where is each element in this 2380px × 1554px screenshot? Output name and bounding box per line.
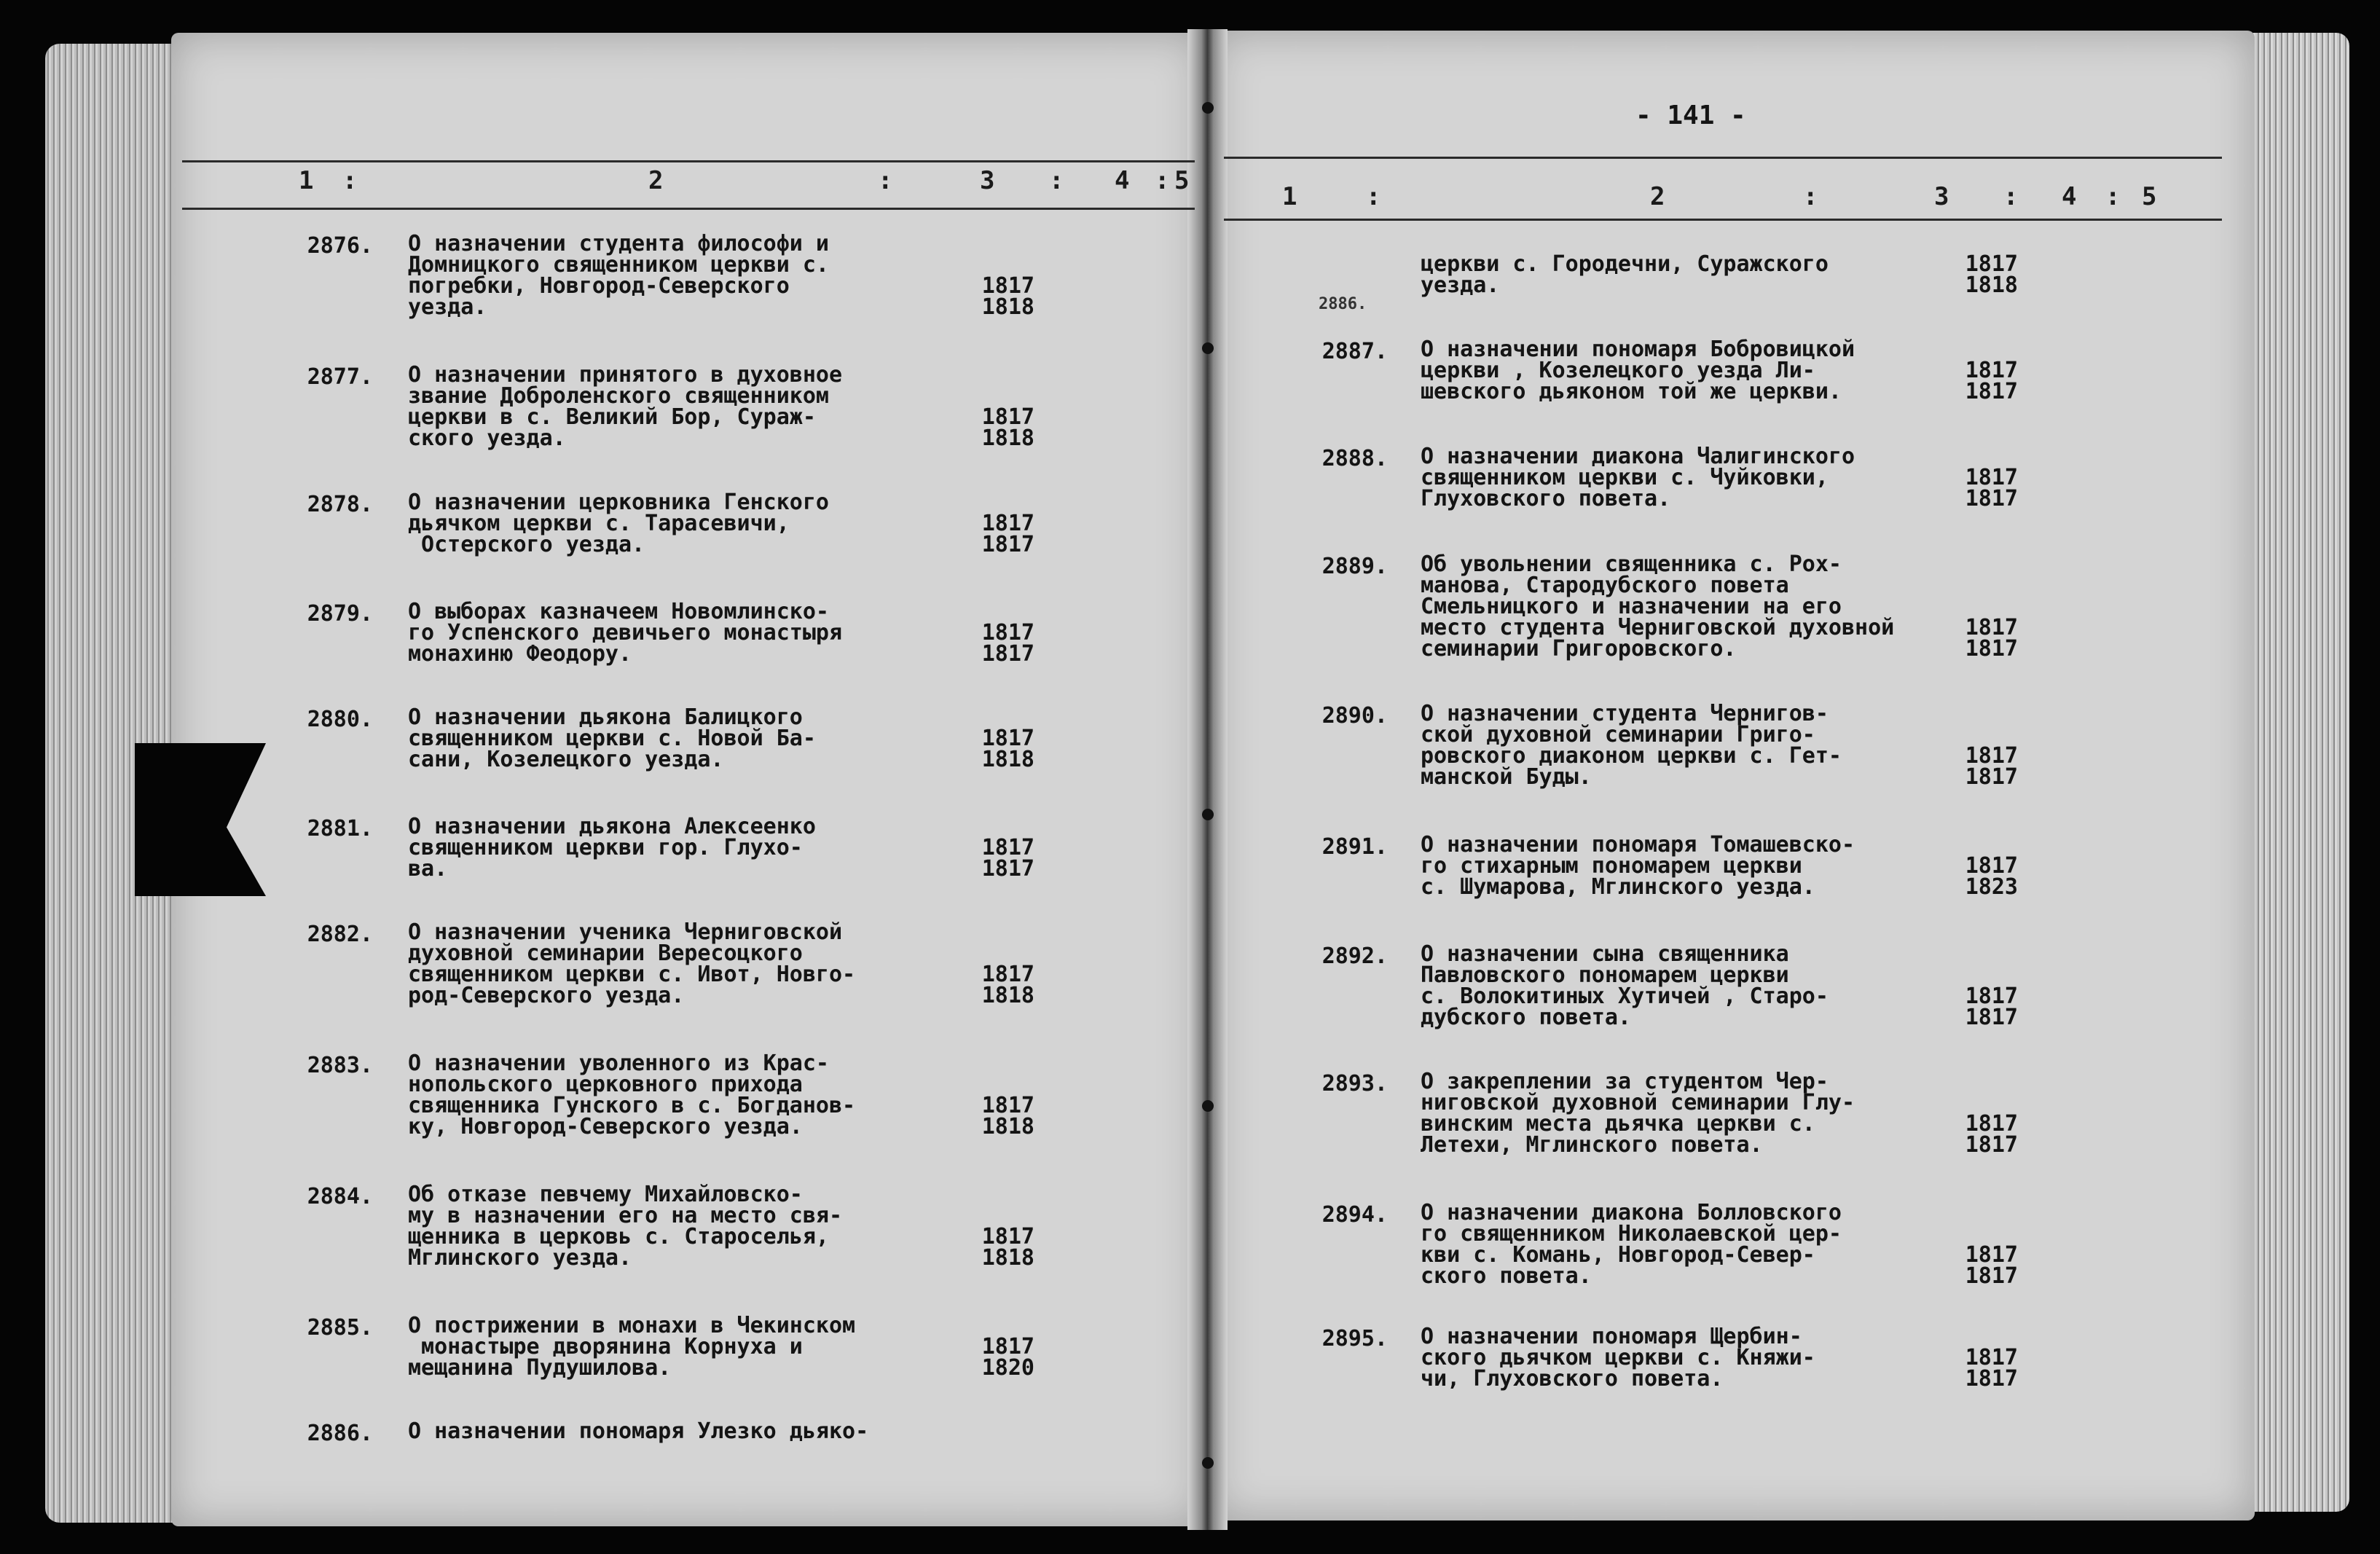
left-header-col-3: :	[878, 166, 893, 195]
left-header-rule-top	[182, 160, 1195, 162]
right-entry-number: 2892.	[1321, 943, 1388, 969]
right-header-col-6: 4	[2062, 182, 2077, 211]
right-entry-years: 1817 1817	[1965, 358, 2018, 404]
right-entry-text: церкви с. Городечни, Суражского уезда.	[1421, 251, 1829, 298]
right-entry-number: 2891.	[1321, 834, 1388, 860]
left-header-col-7: :	[1155, 166, 1170, 195]
left-entry-number: 2876.	[307, 233, 373, 259]
left-entry-number: 2886.	[307, 1421, 373, 1446]
right-entry-text: О назначении диакона Болловского го священником Николаевской цер- кви с. Комань, Новгород-Север- ского повета.	[1421, 1200, 1842, 1289]
left-entry-number: 2885.	[307, 1315, 373, 1341]
binding-stitch	[1202, 809, 1214, 820]
left-header-col-1: :	[342, 166, 358, 195]
left-entry-text: О назначении церковника Генского дьячком церкви с. Тарасевичи, Остерского уезда.	[408, 490, 829, 557]
left-entry-text: О назначении студента философи и Домницкого священником церкви с. погребки, Новгород-Северского уезда.	[408, 231, 829, 320]
left-entry-years: 1817 1818	[981, 726, 1034, 772]
right-entry-number: 2888.	[1321, 446, 1388, 471]
right-entry-text: О назначении пономаря Щербин- ского дьячком церкви с. Княжи- чи, Глуховского повета.	[1421, 1324, 1815, 1392]
left-header-rule-bottom	[182, 208, 1195, 210]
right-entry-number: 2895.	[1321, 1326, 1388, 1351]
left-entry-years: 1817 1818	[981, 1224, 1034, 1271]
right-header-col-0: 1	[1282, 182, 1297, 211]
left-entry-years: 1817 1817	[981, 620, 1034, 667]
right-header-rule-top	[1224, 157, 2222, 159]
left-entry-text: О выборах казначеем Новомлинско- го Успенского девичьего монастыря монахиню Феодору.	[408, 599, 843, 667]
right-header-col-7: :	[2105, 182, 2121, 211]
right-header-col-3: :	[1803, 182, 1818, 211]
right-entry-text: О назначении сына священника Павловского пономарем церкви с. Волокитиных Хутичей , Старо- дубского повета.	[1421, 941, 1829, 1030]
right-entry-years: 1817 1817	[1965, 1345, 2018, 1392]
left-entry-text: О пострижении в монахи в Чекинском монастыре дворянина Корнуха и мещанина Пудушилова.	[408, 1313, 856, 1381]
left-entry-text: О назначении уволенного из Крас- нопольского церковного прихода священника Гунского в с. Богданов- ку, Новгород-Северского уезда.	[408, 1051, 856, 1139]
right-page-edges	[2244, 33, 2349, 1512]
left-header-col-2: 2	[648, 166, 664, 195]
left-entry-years: 1817 1818	[981, 273, 1034, 320]
right-header-col-4: 3	[1934, 182, 1949, 211]
left-entry-number: 2877.	[307, 364, 373, 390]
right-entry-years: 1817 1817	[1965, 615, 2018, 662]
left-header-col-4: 3	[980, 166, 995, 195]
left-entry-number: 2884.	[307, 1184, 373, 1209]
overtyped-number: 2886.	[1319, 295, 1367, 313]
left-entry-text: Об отказе певчему Михайловско- му в назначении его на место свя- щенника в церковь с. Староселья, Мглинского уезда.	[408, 1182, 843, 1271]
right-header-col-8: 5	[2142, 182, 2157, 211]
right-header-col-5: :	[2003, 182, 2019, 211]
left-entry-years: 1817 1817	[981, 835, 1034, 882]
right-header-rule-bottom	[1224, 219, 2222, 221]
left-entry-text: О назначении дьякона Балицкого священником церкви с. Новой Ба- сани, Козелецкого уезда.	[408, 705, 816, 772]
right-entry-number: 2893.	[1321, 1071, 1388, 1096]
left-entry-years: 1817 1818	[981, 962, 1034, 1008]
right-entry-years: 1817 1823	[1965, 853, 2018, 900]
left-entry-text: О назначении дьякона Алексеенко священником церкви гор. Глухо- ва.	[408, 814, 816, 882]
right-entry-years: 1817 1817	[1965, 465, 2018, 511]
left-entry-number: 2881.	[307, 816, 373, 841]
left-entry-years: 1817 1818	[981, 404, 1034, 451]
left-entry-number: 2878.	[307, 492, 373, 517]
binding-stitch	[1202, 1457, 1214, 1469]
left-entry-number: 2882.	[307, 922, 373, 947]
right-entry-text: О назначении студента Чернигов- ской духовной семинарии Григо- ровского диаконом церкви с. Гет- манской Буды.	[1421, 701, 1842, 790]
left-entry-years: 1817 1820	[981, 1334, 1034, 1381]
left-header-col-8: 5	[1174, 166, 1190, 195]
left-header-col-0: 1	[299, 166, 314, 195]
left-header-col-6: 4	[1115, 166, 1130, 195]
left-entry-number: 2883.	[307, 1053, 373, 1078]
page-number: - 141 -	[1635, 101, 1746, 130]
left-entry-years: 1817 1817	[981, 511, 1034, 557]
right-entry-text: О назначении пономаря Томашевско- го стихарным пономарем церкви с. Шумарова, Мглинского уезда.	[1421, 832, 1855, 900]
right-entry-text: Об увольнении священника с. Рох- манова, Стародубского повета Смельницкого и назначении на его место студента Черниговской духовной семинарии Григоровского.	[1421, 552, 1895, 662]
right-entry-number: 2894.	[1321, 1202, 1388, 1228]
right-entry-text: О назначении диакона Чалигинского священником церкви с. Чуйковки, Глуховского повета.	[1421, 444, 1855, 511]
book-gutter	[1187, 29, 1228, 1530]
right-entry-years: 1817 1817	[1965, 984, 2018, 1030]
right-entry-text: О назначении пономаря Бобровицкой церкви , Козелецкого уезда Ли- шевского дьяконом той же церкви.	[1421, 337, 1855, 404]
right-entry-number: 2887.	[1321, 339, 1388, 364]
right-entry-years: 1817 1817	[1965, 1111, 2018, 1158]
right-entry-years: 1817 1817	[1965, 743, 2018, 790]
binding-stitch	[1202, 102, 1214, 114]
binding-stitch	[1202, 342, 1214, 354]
right-entry-years: 1817 1818	[1965, 251, 2018, 298]
left-entry-number: 2879.	[307, 601, 373, 627]
binding-stitch	[1202, 1100, 1214, 1112]
right-entry-text: О закреплении за студентом Чер- ниговской духовной семинарии Глу- винским места дьячка церкви с. Летехи, Мглинского повета.	[1421, 1069, 1855, 1158]
right-header-col-1: :	[1366, 182, 1381, 211]
right-entry-years: 1817 1817	[1965, 1242, 2018, 1289]
left-entry-number: 2880.	[307, 707, 373, 732]
right-entry-number: 2890.	[1321, 703, 1388, 729]
left-entry-text: О назначении принятого в духовное звание Доброленского священником церкви в с. Великий Бор, Сураж- ского уезда.	[408, 362, 843, 451]
right-entry-number: 2889.	[1321, 554, 1388, 579]
left-entry-text: О назначении пономаря Улезко дьяко-	[408, 1418, 869, 1444]
left-header-col-5: :	[1049, 166, 1064, 195]
left-entry-years: 1817 1818	[981, 1093, 1034, 1139]
left-entry-text: О назначении ученика Черниговской духовной семинарии Вересоцкого священником церкви с. Ивот, Новго- род-Северского уезда.	[408, 919, 856, 1008]
right-header-col-2: 2	[1650, 182, 1665, 211]
